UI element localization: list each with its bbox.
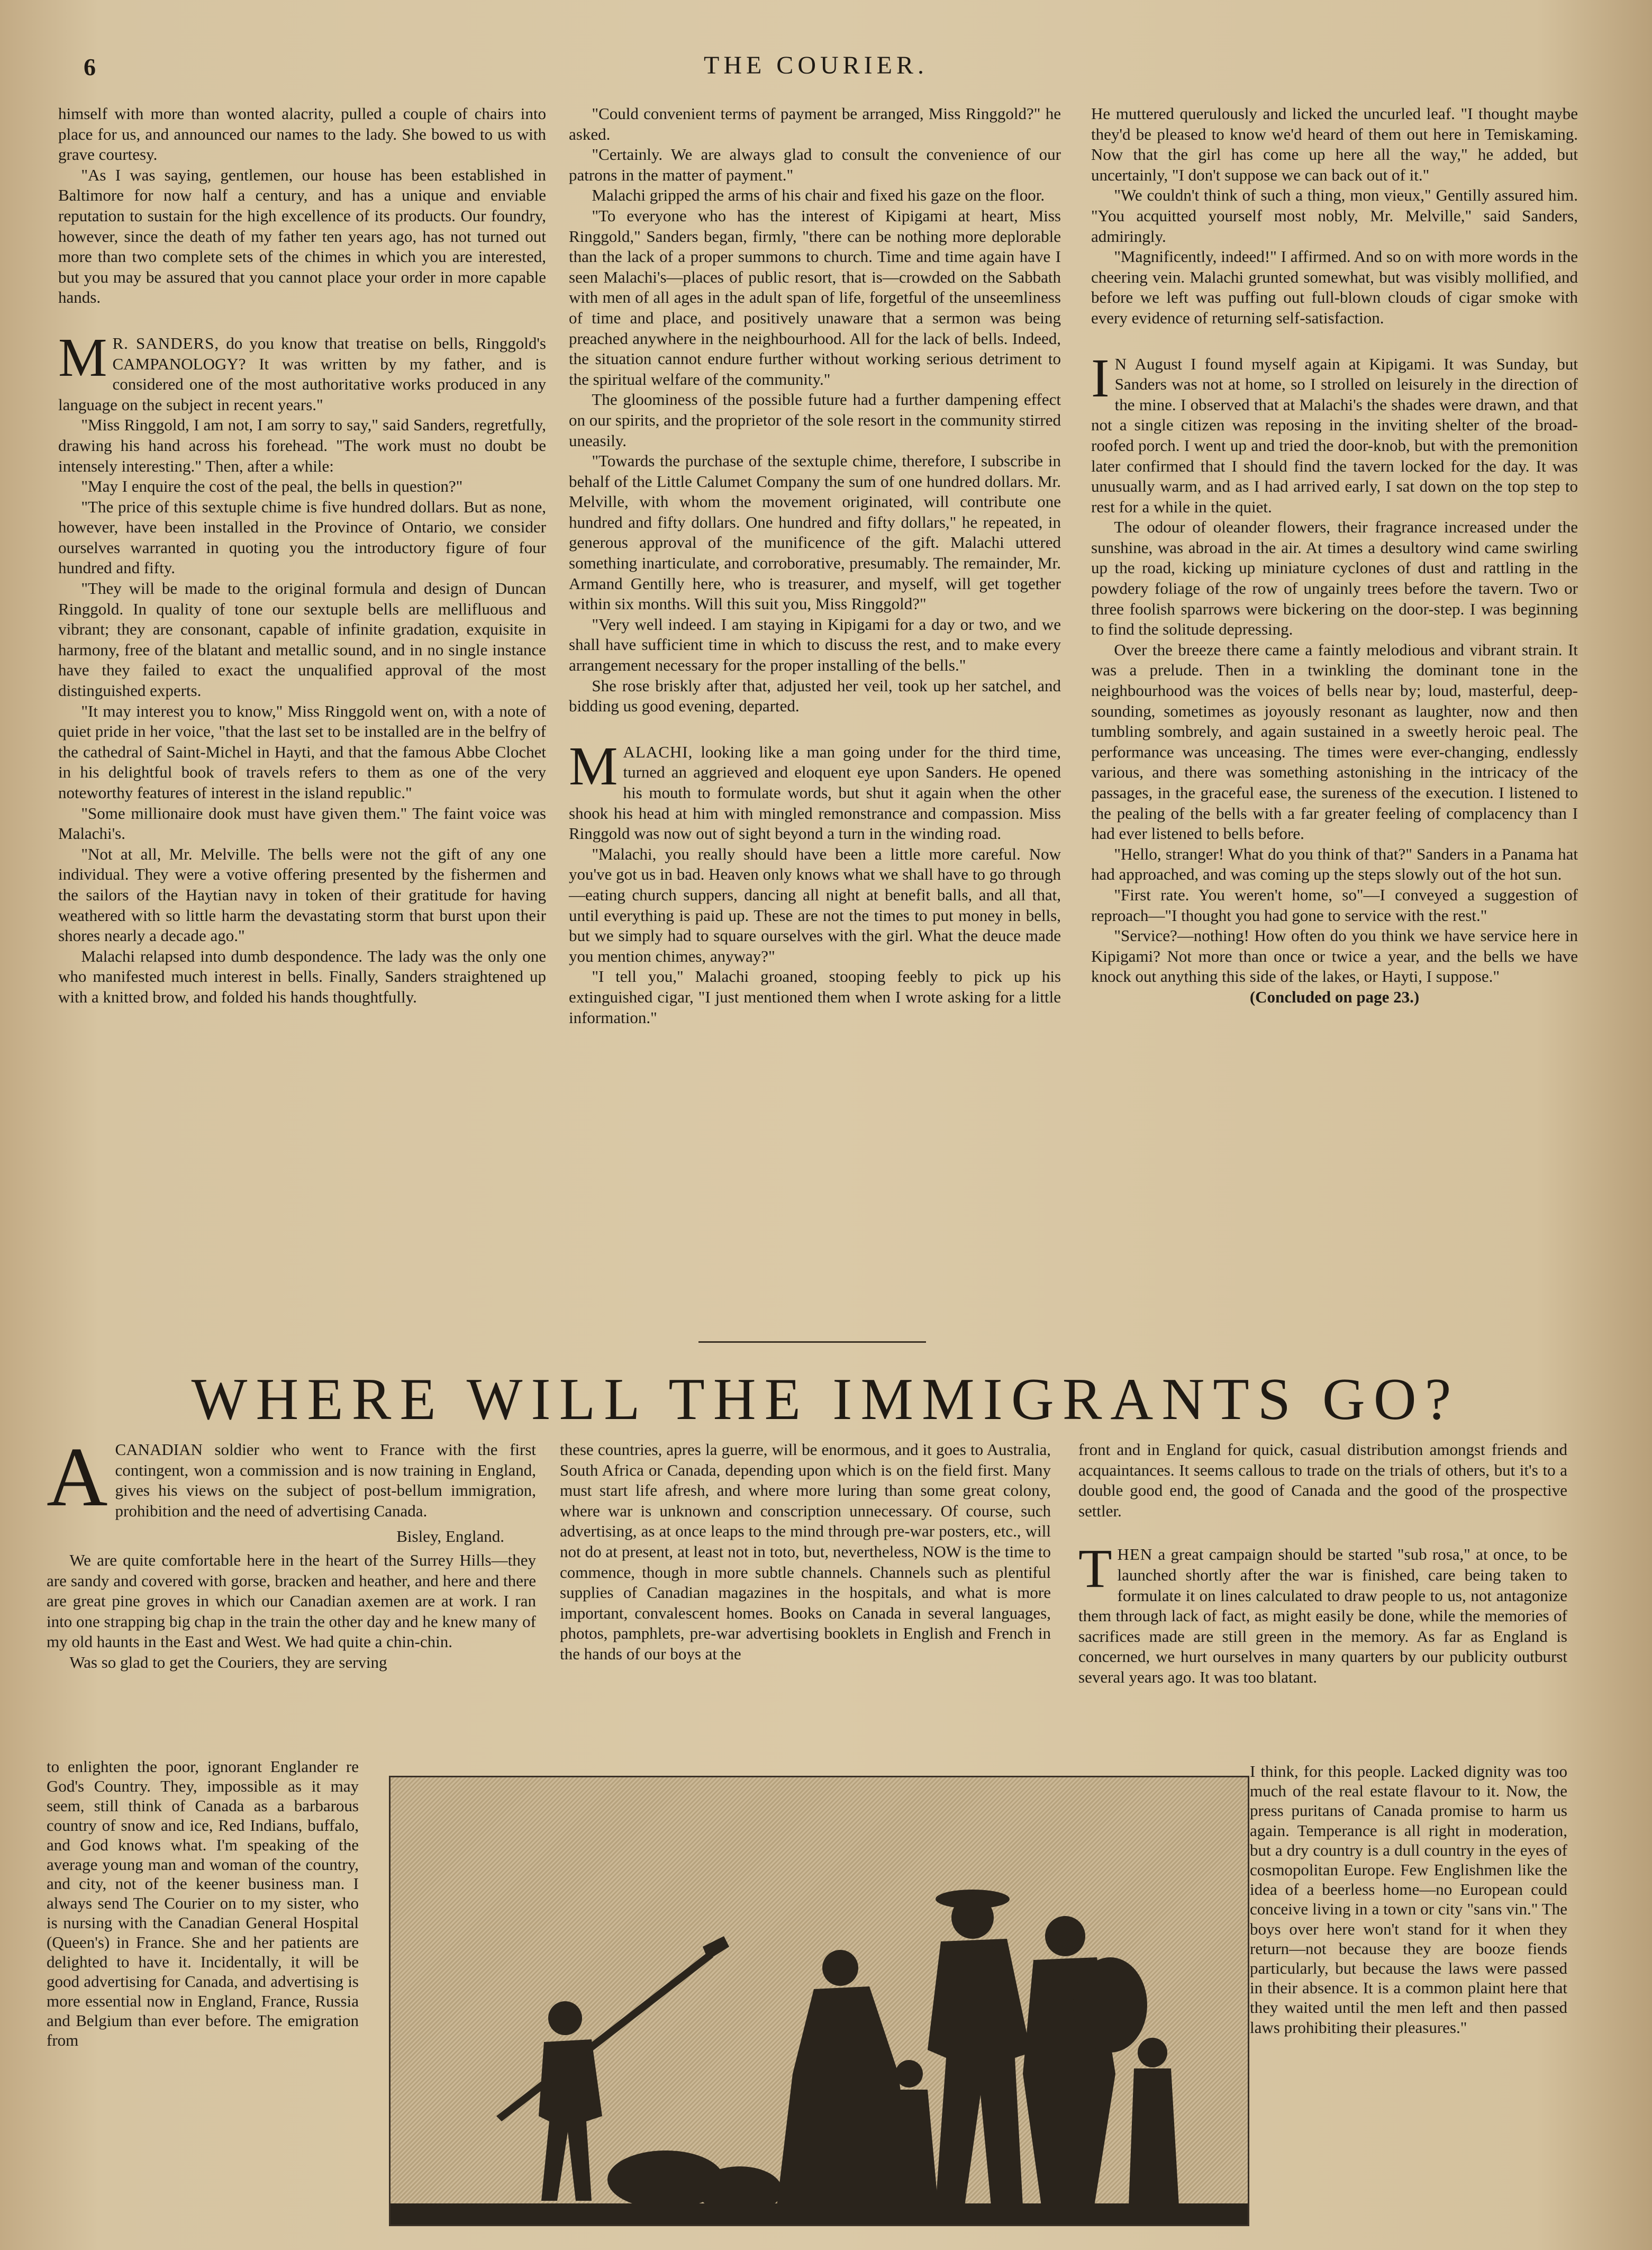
story-section-opening: [58, 327, 546, 415]
article-column-2: [560, 1440, 1051, 1665]
silhouette-group: [391, 1890, 1248, 2225]
page-number: 6: [84, 53, 96, 80]
article-paragraph: front and in England for quick, casual distribution amongst friends and acquaintances. It seems callous to trade on the trials of others, but it's to a double good end, the good of Canada and the good of the prospective settler.: [1078, 1440, 1567, 1520]
story-section-opening: [569, 735, 1061, 844]
story-paragraph: "Very well indeed. I am staying in Kipigami for a day or two, and we shall have sufficient time in which to discuss the rest, and to make every arrangement necessary for the proper installing of the bells.": [569, 615, 1061, 675]
lead-in: ALACHI,: [623, 742, 693, 761]
article-column-3: [1078, 1440, 1567, 1688]
article-column-3-narrow: [1250, 1761, 1567, 2037]
story-paragraph: Over the breeze there came a faintly melodious and vibrant strain. It was a prelude. Then in a twinkling the dominant tone in the neighbourhood was the voices of bells near by; loud, masterful, deep-sounding, sometimes as joyously resonant as laughter, now and then tumbling sombrely, and again sustained in a sweetly heroic peal. The performance was unceasing. The times were ever-changing, endlessly various, and there was something astonishing in the intricacy of the passages, in the graceful ease, the sureness of the execution. I listened to the pealing of the bells with a far greater feeling of complacency than I had ever listened to bells before.: [1091, 640, 1578, 843]
lead-in: N: [1114, 354, 1128, 373]
story-paragraph: "May I enquire the cost of the peal, the bells in question?": [81, 477, 463, 496]
ground: [391, 2203, 1248, 2225]
pitchfork-tines: [703, 1936, 729, 1960]
story-paragraph: The gloominess of the possible future had a further dampening effect on our spirits, and the proprietor of the sole resort in the community stirred uneasily.: [569, 390, 1061, 450]
article-column-1: [47, 1430, 536, 1673]
drop-cap: M: [58, 327, 107, 388]
drop-cap: A: [47, 1430, 108, 1524]
article-paragraph: We are quite comfortable here in the heart of the Surrey Hills—they are sandy and covered with gorse, bracken and heather, and here and there are great pine groves in which our Canadian axemen are at work. I ran into one strapping big chap in the train the other day and he knew many of my old haunts in the East and West. We had quite a chin-chin.: [47, 1550, 536, 1651]
lead-in: HEN: [1117, 1545, 1153, 1564]
story-column-1: [58, 104, 546, 1008]
figure-head: [951, 1896, 994, 1939]
figure-body: [928, 1939, 1031, 2206]
figure-head: [822, 1950, 858, 1986]
story-paragraph: "To everyone who has the interest of Kipigami at heart, Miss Ringgold," Sanders began, firmly, "there can be nothing more deplorable than the lack of a proper summons to church. Time and time again have I seen Malachi's—places of public resort, that is—crowded on the Sabbath with men of all ages in the adult span of life, forgetful of the unseemliness of time and place, and positively unaware that a sermon was being preached anywhere in the neighbourhood. All for the lack of bells. Indeed, the situation cannot endure further without working serious detriment to the spiritual welfare of the community.": [569, 206, 1061, 388]
article-paragraph: Was so glad to get the Couriers, they are serving: [69, 1652, 387, 1671]
story-paragraph: "The price of this sextuple chime is five hundred dollars. But as none, however, have been installed in the Province of Ontario, we consider ourselves warranted in quoting you the introductory figure of four hundred and fifty.: [58, 497, 546, 577]
story-paragraph: "Certainly. We are always glad to consult the convenience of our patrons in the matter of payment.": [569, 145, 1061, 184]
story-paragraph: "First rate. You weren't home, so"—I conveyed a suggestion of reproach—"I thought you had gone to service with the rest.": [1091, 885, 1578, 925]
article-section-opening: [1078, 1538, 1567, 1687]
pitchfork: [496, 1952, 713, 2121]
drop-cap: T: [1078, 1538, 1112, 1600]
story-paragraph: She rose briskly after that, adjusted her veil, took up her satchel, and bidding us good evening, departed.: [569, 676, 1061, 716]
story-paragraph: "Some millionaire dook must have given them." The faint voice was Malachi's.: [58, 803, 546, 843]
story-paragraph: "They will be made to the original formula and design of Duncan Ringgold. In quality of tone our sextuple bells are mellifluous and vibrant; they are consonant, capable of infinite gradation, exquisite in harmony, free of the blatant and metallic sound, and in no single instance have they failed to exact the unqualified approval of the most distinguished experts.: [58, 579, 546, 700]
story-section-opening: [1091, 347, 1578, 518]
story-paragraph: "Magnificently, indeed!" I affirmed. And so on with more words in the cheering vein. Malachi grunted somewhat, but was visibly mollified, and before we left was puffing out full-blown clouds of cigar smoke with every evidence of returning self-satisfaction.: [1091, 247, 1578, 327]
story-paragraph: "As I was saying, gentlemen, our house has been established in Baltimore for now half a century, and has a unique and enviable reputation to sustain for the high excellence of its products. Our foundry, however, since the death of my father ten years ago, has not turned out more than two complete sets of the chimes in which you are interested, but you may be assured that you cannot place your order in more capable hands.: [58, 165, 546, 307]
figure-body: [1129, 2068, 1179, 2206]
story-paragraph: "Towards the purchase of the sextuple chime, therefore, I subscribe in behalf of the Little Calumet Company the sum of one hundred dollars. Mr. Melville, with whom the movement originated, will contribute one hundred and fifty dollars. One hundred and fifty dollars," he repeated, in generous approval of the munificence of the gift. Malachi uttered something inarticulate, and corroborative, presumably. The remainder, Mr. Armand Gentilly here, who is treasurer, and myself, will get together within six months. Will this suit you, Miss Ringgold?": [569, 451, 1061, 613]
section-divider: [698, 1341, 926, 1343]
story-paragraph: Malachi gripped the arms of his chair and fixed his gaze on the floor.: [592, 186, 1045, 205]
drop-cap: I: [1091, 347, 1110, 409]
figure-head: [1045, 1916, 1085, 1956]
story-paragraph: himself with more than wonted alacrity, pulled a couple of chairs into place for us, and announced our names to the lady. She bowed to us with grave courtesy.: [58, 104, 546, 164]
story-paragraph: "Malachi, you really should have been a little more careful. Now you've got us in bad. Heaven only knows what we shall have to go through—eating church suppers, dancing all night at benefit balls, and all that, until everything is paid up. These are not the times to put money in bells, but we simply had to square ourselves with the girl. What the deuce made you mention chimes, anyway?": [569, 844, 1061, 965]
story-column-2: [569, 104, 1061, 1028]
article-intro-text: CANADIAN soldier who went to France with the first contingent, won a commission and is now training in England, gives his views on the subject of post-bellum immigration, prohibition and the need of advertising Canada.: [115, 1440, 536, 1520]
drop-cap: M: [569, 735, 618, 797]
running-head: THE COURIER.: [704, 51, 928, 79]
article-intro: [47, 1430, 536, 1524]
story-text: looking like a man going under for the third time, turned an aggrieved and eloquent eye upon Sanders. He opened his mouth to formulate words, but shut it again when the other shook his head at him with mingled remonstrance and compassion. Miss Ringgold was now out of sight beyond a turn in the winding road.: [569, 742, 1061, 843]
story-paragraph: Malachi relapsed into dumb despondence. The lady was the only one who manifested much interest in bells. Finally, Sanders straightened up with a knitted brow, and folded his hands thoughtfully.: [58, 946, 546, 1006]
story-paragraph: "Service?—nothing! How often do you think we have service here in Kipigami? Not more than once or twice a year, and the bells we have knock out anything this side of the lakes, or Hayti, I suppose.": [1091, 926, 1578, 986]
story-paragraph: "Not at all, Mr. Melville. The bells were not the gift of any one individual. They were a votive offering presented by the fishermen and the sailors of the Haytian navy in token of their gratitude for having weathered with so little harm the devastating storm that burst upon their shores nearly a decade ago.": [58, 844, 546, 945]
story-paragraph: "It may interest you to know," Miss Ringgold went on, with a note of quiet pride in her voice, "that the last set to be installed are in the belfry of the cathedral of Saint-Michel in Hayti, and that the famous Abbe Clochet in his delightful book of travels refers to them as one of the very noteworthy features of interest in the island republic.": [58, 701, 546, 802]
article-paragraph: these countries, apres la guerre, will be enormous, and it goes to Australia, South Africa or Canada, depending upon which is on the field first. Many must start life afresh, and where more luring than some great colony, where war is unknown and conscription unnecessary. Of course, such advertising, as at once leaps to the mind through pre-war posters, etc., will not do at present, at least not in toto, but, nevertheless, NOW is the time to commence, though in more subtle channels. Channels such as plentiful supplies of Canadian magazines in the hospitals, and what is more important, convalescent homes. Books on Canada in several languages, photos, pamphlets, pre-war advertising booklets in English and French in the hands of our boys at the: [560, 1440, 1051, 1663]
figure-body: [885, 2090, 938, 2206]
story-text: do you know that treatise on bells, Ringgold's CAMPANOLOGY? It was written by my father, and is considered one of the most authoritative works produced in any language on the subject in recent years.": [58, 333, 546, 414]
story-paragraph: The odour of oleander flowers, their fragrance increased under the sunshine, was abroad in the air. At times a desultory wind came swirling up the road, kicking up miniature cyclones of dust and rattling in the powdery foliage of the row of ungainly trees before the tavern. Two or three foolish sparrows were bickering on the door-step. I was beginning to find the solitude depressing.: [1091, 518, 1578, 639]
story-text: August I found myself again at Kipigami. It was Sunday, but Sanders was not at home, so I strolled on leisurely in the direction of the mine. I observed that at Malachi's the shades were drawn, and that not a single citizen was reposing in the inviting shelter of the broad-roofed porch. I went up and tried the door-knob, but with the premonition later confirmed that I should find the tavern locked for the day. It was unusually warm, and as I had arrived early, I sat down on the top step to rest for a while in the quiet.: [1091, 354, 1578, 516]
dateline: Bisley, England.: [396, 1527, 504, 1546]
story-paragraph: "Could convenient terms of payment be arranged, Miss Ringgold?" he asked.: [569, 104, 1061, 143]
article-column-1-narrow: [47, 1757, 359, 2050]
story-paragraph: "I tell you," Malachi groaned, stooping feebly to pick up his extinguished cigar, "I just mentioned them when I wrote asking for a little information.": [569, 967, 1061, 1027]
figure-head: [1138, 2038, 1167, 2067]
story-paragraph: "We couldn't think of such a thing, mon vieux," Gentilly assured him. "You acquitted yourself most nobly, Mr. Melville," said Sanders, admiringly.: [1091, 186, 1578, 246]
pack: [1073, 1957, 1147, 2053]
immigrants-silhouette-illustration: [389, 1776, 1249, 2226]
figure-head: [548, 2001, 582, 2035]
article-title: WHERE WILL THE IMMIGRANTS GO?: [191, 1367, 1460, 1432]
figure-head: [895, 2060, 923, 2088]
article-paragraph: I think, for this people. Lacked dignity was too much of the real estate flavour to it. Now, the press puritans of Canada promise to harm us again. Temperance is all right in moderation, but a dry country is a dull country in the eyes of cosmopolitan Europe. Few Englishmen like the idea of a beerless home—no European could conceive living in a town or city "sans vin." The boys over here won't stand for it when they return—not because they are booze fiends particularly, but because the laws were passed in their absence. It is a common plaint here that they waited until the men left and then passed laws prohibiting their pleasures.": [1250, 1762, 1567, 2037]
continuation-note: (Concluded on page 23.): [1249, 987, 1420, 1006]
story-paragraph: He muttered querulously and licked the uncurled leaf. "I thought maybe they'd be pleased to know we'd heard of them out here in Temiskaming. Now that the girl has come up here all the way," he added, but uncertainly, "I don't suppose we can back out of it.": [1091, 104, 1578, 184]
article-paragraph: to enlighten the poor, ignorant Englander re God's Country. They, impossible as it may seem, still think of Canada as a barbarous country of snow and ice, Red Indians, buffalo, and God knows what. I'm speaking of the average young man and woman of the country, and city, not of the keener business man. I always send The Courier on to my sister, who is nursing with the Canadian General Hospital (Queen's) in France. She and her patients are delighted to have it. Incidentally, it will be good advertising for Canada, and advertising is more essential now in England, France, Russia and Belgium than ever before. The emigration from: [47, 1757, 359, 2049]
story-paragraph: "Hello, stranger! What do you think of that?" Sanders in a Panama hat had approached, and was coming up the steps slowly out of the hot sun.: [1091, 844, 1578, 884]
story-paragraph: "Miss Ringgold, I am not, I am sorry to say," said Sanders, regretfully, drawing his hand across his forehead. "The work must no doubt be intensely interesting." Then, after a while:: [58, 415, 546, 475]
story-column-3: [1091, 104, 1578, 1008]
silhouette-drawing: [391, 1777, 1248, 2225]
article-text: a great campaign should be started "sub rosa," at once, to be launched shortly after the war is finished, care being taken to formulate it on lines calculated to draw people to us, not antagonize them through lack of fact, as might easily be done, while the memories of sacrifices made are still green in the memory. As far as England is concerned, we hurt ourselves in many quarters by our publicity outburst several years ago. It was too blatant.: [1078, 1545, 1567, 1686]
lead-in: R. SANDERS,: [112, 333, 220, 353]
